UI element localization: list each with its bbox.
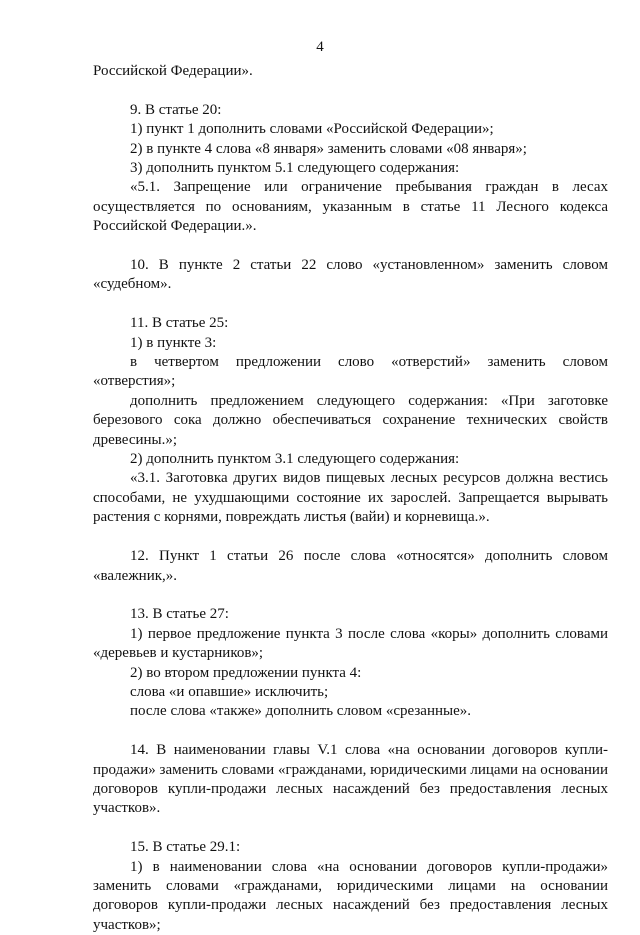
paragraph: 11. В статье 25: bbox=[130, 315, 229, 332]
paragraph-gap bbox=[93, 722, 608, 741]
paragraph: 1) в наименовании слова «на основании договоров купли-продажи» заменить словами «гражданами, юридическими лицами на основании договоров купли-продажи лесных насаждений без предоставления лесных участков»; bbox=[93, 858, 608, 933]
paragraph: 3) дополнить пунктом 5.1 следующего содержания: bbox=[130, 160, 460, 177]
paragraph: 1) пункт 1 дополнить словами «Российской Федерации»; bbox=[130, 121, 494, 138]
paragraph-gap bbox=[93, 819, 608, 838]
paragraph: 15. В статье 29.1: bbox=[130, 839, 241, 856]
paragraph: «5.1. Запрещение или ограничение пребывания граждан в лесах осуществляется по основаниям, указанным в статье 11 Лесного кодекса Российской Федерации.». bbox=[93, 179, 608, 235]
paragraph-gap bbox=[93, 237, 608, 256]
paragraph-gap bbox=[93, 528, 608, 547]
page-number: 4 bbox=[316, 39, 324, 55]
paragraph-gap bbox=[93, 295, 608, 314]
paragraph: 9. В статье 20: bbox=[130, 101, 222, 118]
paragraph: 10. В пункте 2 статьи 22 слово «установленном» заменить словом «судебном». bbox=[93, 257, 608, 293]
paragraph-gap bbox=[93, 81, 608, 100]
paragraph: после слова «также» дополнить словом «срезанные». bbox=[130, 703, 471, 720]
paragraph: 2) дополнить пунктом 3.1 следующего содержания: bbox=[130, 451, 460, 468]
paragraph: 1) в пункте 3: bbox=[130, 334, 217, 351]
paragraph: в четвертом предложении слово «отверстий» заменить словом «отверстия»; bbox=[93, 354, 608, 390]
paragraph: 2) во втором предложении пункта 4: bbox=[130, 664, 362, 681]
paragraph: дополнить предложением следующего содержания: «При заготовке березового сока должно обеспечиваться сохранение технических свойств древесины.»; bbox=[93, 392, 608, 448]
paragraph-gap bbox=[93, 586, 608, 605]
paragraph: 1) первое предложение пункта 3 после слова «коры» дополнить словами «деревьев и кустарников»; bbox=[93, 625, 608, 662]
paragraph: Российской Федерации». bbox=[93, 63, 253, 79]
paragraph: «3.1. Заготовка других видов пищевых лесных ресурсов должна вестись способами, не ухудшающими состояние их зарослей. Запрещается вырывать растения с корнями, повреждать листья (вайи) и корневища.». bbox=[93, 470, 608, 526]
paragraph: 14. В наименовании главы V.1 слова «на основании договоров купли-продажи» заменить словами «гражданами, юридическими лицами на основании договоров купли-продажи лесных насаждений без предоставления лесных участков». bbox=[93, 742, 608, 817]
paragraph: 2) в пункте 4 слова «8 января» заменить словами «08 января»; bbox=[130, 140, 527, 157]
document-body bbox=[93, 62, 608, 935]
paragraph: 12. Пункт 1 статьи 26 после слова «относятся» дополнить словом «валежник,». bbox=[93, 548, 608, 584]
paragraph: 13. В статье 27: bbox=[130, 606, 229, 623]
paragraph: слова «и опавшие» исключить; bbox=[130, 683, 329, 700]
